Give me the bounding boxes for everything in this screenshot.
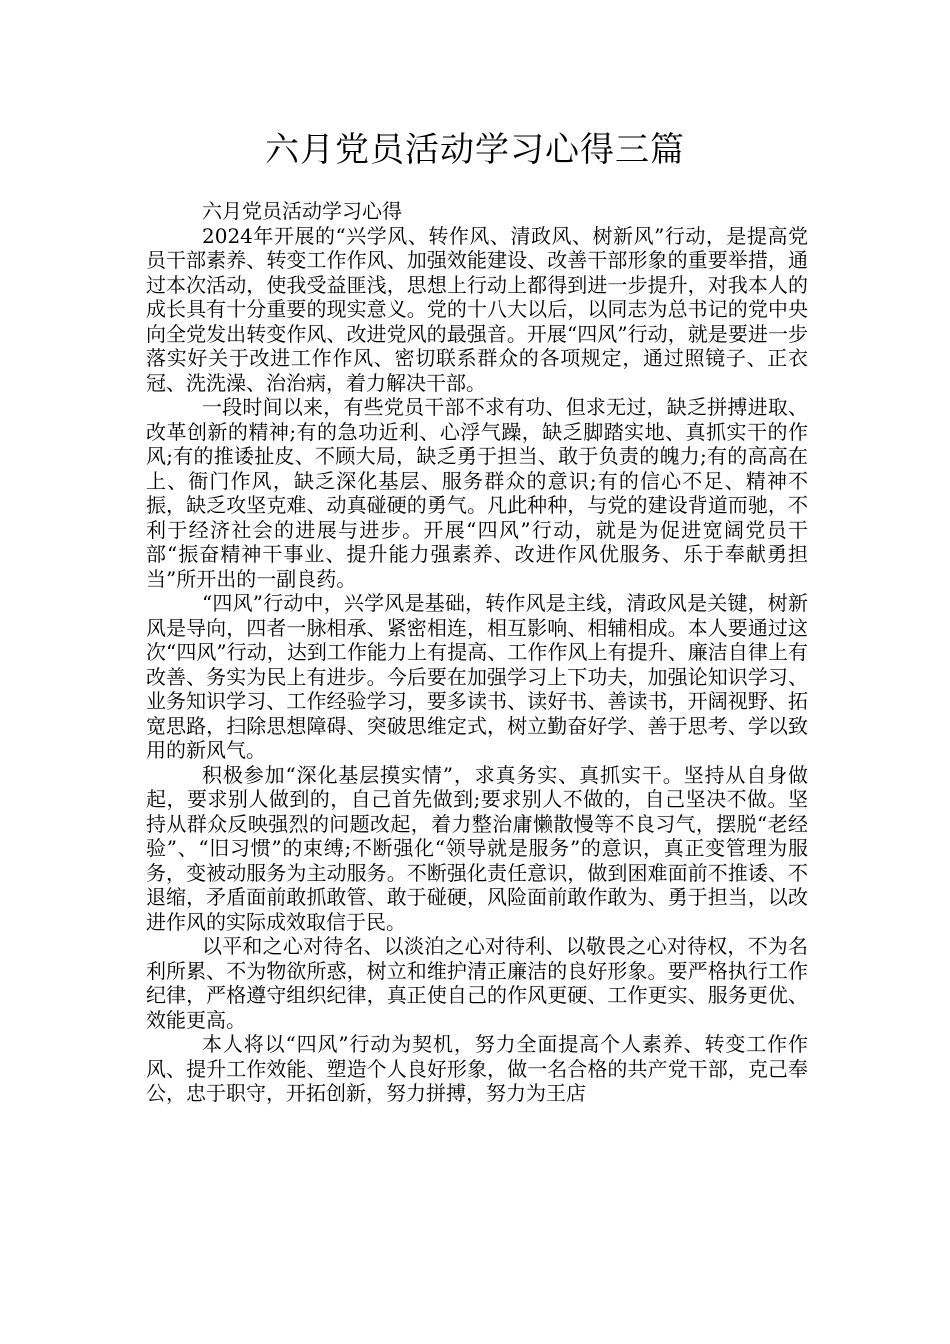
paragraph: “四风”行动中，兴学风是基础，转作风是主线，清政风是关键，树新风是导向，四者一脉相承、紧密相连，相互影响、相辅相成。本人要通过这次“四风”行动，达到工作能力上有提高、工作作风上有提升、廉洁自律上有改善、务实为民上有进步。今后要在加强学习上下功夫，加强论知识学习、业务知识学习、工作经验学习，要多读书、读好书、善读书，开阔视野、拓宽思路，扫除思想障碍、突破思维定式，树立勤奋好学、善于思考、学以致用的新风气。 [146, 591, 808, 762]
paragraph: 一段时间以来，有些党员干部不求有功、但求无过，缺乏拼搏进取、改革创新的精神;有的急功近利、心浮气躁，缺乏脚踏实地、真抓实干的作风;有的推诿扯皮、不顾大局，缺乏勇于担当、敢于负责的魄力;有的高高在上、衙门作风，缺乏深化基层、服务群众的意识;有的信心不足、精神不振，缺乏攻坚克难、动真碰硬的勇气。凡此种种，与党的建设背道而驰，不利于经济社会的进展与进步。开展“四风”行动，就是为促进宽阔党员干部“振奋精神干事业、提升能力强素养、改进作风优服务、乐于奉献勇担当”所开出的一副良药。 [146, 395, 808, 591]
document-body [146, 199, 808, 1106]
section-subtitle: 六月党员活动学习心得 [202, 199, 402, 223]
paragraph: 积极参加“深化基层摸实情”，求真务实、真抓实干。坚持从自身做起，要求别人做到的，自己首先做到;要求别人不做的，自己坚决不做。坚持从群众反映强烈的问题改起，着力整治庸懒散慢等不良习气，摆脱“老经验”、“旧习惯”的束缚;不断强化“领导就是服务”的意识，真正变管理为服务，变被动服务为主动服务。不断强化责任意识，做到困难面前不推诿、不退缩，矛盾面前敢抓敢管、敢于碰硬，风险面前敢作敢为、勇于担当，以改进作风的实际成效取信于民。 [146, 762, 808, 934]
document-title: 六月党员活动学习心得三篇 [265, 130, 685, 170]
paragraph: 本人将以“四风”行动为契机，努力全面提高个人素养、转变工作作风、提升工作效能、塑造个人良好形象，做一名合格的共产党干部，克己奉公，忠于职守，开拓创新，努力拼搏，努力为王店 [146, 1032, 808, 1105]
paragraph: 2024年开展的“兴学风、转作风、清政风、树新风”行动，是提高党员干部素养、转变工作作风、加强效能建设、改善干部形象的重要举措，通过本次活动，使我受益匪浅，思想上行动上都得到进一步提升，对我本人的成长具有十分重要的现实意义。党的十八大以后，以同志为总书记的党中央向全党发出转变作风、改进党风的最强音。开展“四风”行动，就是要进一步落实好关于改进工作作风、密切联系群众的各项规定，通过照镜子、正衣冠、洗洗澡、治治病，着力解决干部。 [146, 223, 808, 395]
paragraph: 以平和之心对待名、以淡泊之心对待利、以敬畏之心对待权，不为名利所累、不为物欲所惑，树立和维护清正廉洁的良好形象。要严格执行工作纪律，严格遵守组织纪律，真正使自己的作风更硬、工作更实、服务更优、效能更高。 [146, 934, 808, 1032]
